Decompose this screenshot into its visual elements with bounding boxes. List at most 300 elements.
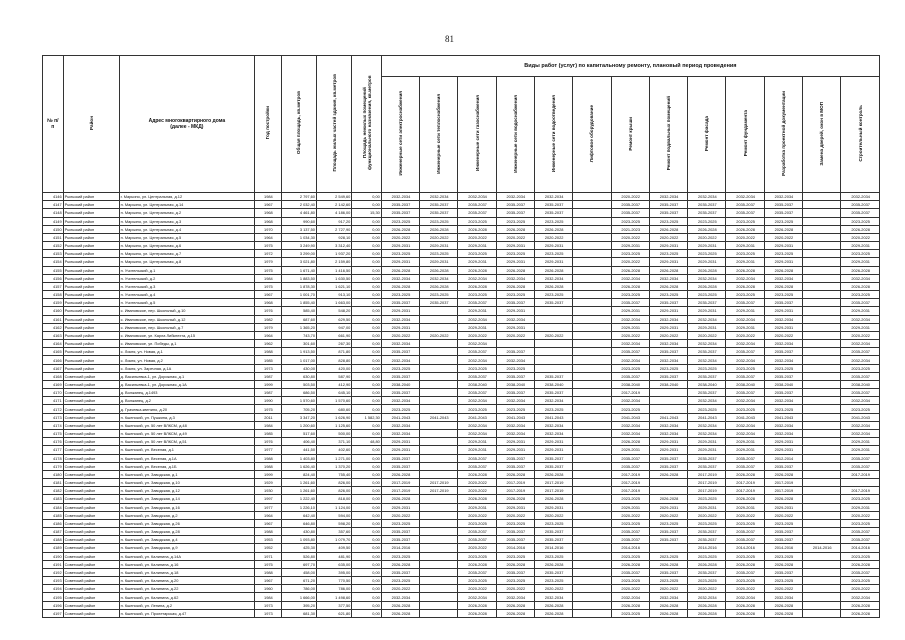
cell-work-period: 2035-2037 xyxy=(688,528,726,536)
cell-work-period: 2026-2028 xyxy=(458,282,496,290)
cell-work-period: 2035-2037 xyxy=(458,299,496,307)
cell-address: д. Васильевка-1, ул. Дорожная, д.1 xyxy=(119,372,255,380)
cell-work-period xyxy=(803,364,841,372)
cell-work-period: 2023-2025 xyxy=(381,552,419,560)
cell-work-period xyxy=(420,389,458,397)
cell-work-period: 2026-2028 xyxy=(688,560,726,568)
cell-work-period xyxy=(420,462,458,470)
cell-work-period: 2017-2019 xyxy=(496,479,534,487)
cell-work-period: 2032-2034 xyxy=(841,397,880,405)
cell-work-period: 2023-2025 xyxy=(611,519,649,527)
cell-address: п. Кшенский, ул. Калинина, д.62 xyxy=(119,593,255,601)
cell-work-period: 2035-2037 xyxy=(534,454,572,462)
cell-work-period: 2035-2037 xyxy=(688,389,726,397)
cell-work-period: 2032-2034 xyxy=(649,356,687,364)
cell-total-area: 824,40 xyxy=(281,470,316,478)
cell-work-period: 2023-2025 xyxy=(688,552,726,560)
cell-work-period xyxy=(573,438,611,446)
cell-work-period: 2023-2025 xyxy=(688,250,726,258)
cell-work-period: 2035-2037 xyxy=(841,568,880,576)
cell-no: 4179 xyxy=(43,462,64,470)
cell-work-period: 2035-2037 xyxy=(726,348,764,356)
cell-year: 1985 xyxy=(255,356,282,364)
cell-work-period xyxy=(420,340,458,348)
cell-work-period xyxy=(803,217,841,225)
cell-work-period xyxy=(803,609,841,617)
cell-nonliving-area: 0,00 xyxy=(352,405,381,413)
cell-no: 4180 xyxy=(43,470,64,478)
cell-work-period: 2035-2037 xyxy=(458,462,496,470)
cell-work-period: 2032-2034 xyxy=(458,274,496,282)
cell-work-period: 2023-2025 xyxy=(764,364,802,372)
cell-work-period: 2023-2025 xyxy=(611,217,649,225)
cell-work-period xyxy=(420,446,458,454)
cell-work-period xyxy=(803,454,841,462)
cell-work-period: 2026-2028 xyxy=(841,282,880,290)
cell-no: 4153 xyxy=(43,250,64,258)
capital-repair-table xyxy=(42,55,880,618)
cell-work-period: 2020-2022 xyxy=(649,585,687,593)
cell-work-period: 2023-2025 xyxy=(534,217,572,225)
cell-work-period xyxy=(573,544,611,552)
cell-region: Рыльский район xyxy=(63,348,119,356)
table-row xyxy=(43,544,880,552)
cell-address: п. Учительский, д.3 xyxy=(119,282,255,290)
cell-work-period: 2026-2028 xyxy=(688,601,726,609)
header-work-6: Ремонт крыши xyxy=(611,77,649,193)
cell-total-area: 3 299,00 xyxy=(281,250,316,258)
table-row xyxy=(43,577,880,585)
cell-work-period xyxy=(573,348,611,356)
cell-work-period: 2032-2034 xyxy=(611,593,649,601)
cell-total-area: 406,40 xyxy=(281,438,316,446)
cell-total-area: 786,00 xyxy=(281,585,316,593)
table-row xyxy=(43,299,880,307)
cell-work-period: 2023-2025 xyxy=(496,217,534,225)
cell-total-area: 4 461,80 xyxy=(281,209,316,217)
cell-region: Советский район xyxy=(63,405,119,413)
cell-work-period: 2035-2037 xyxy=(764,528,802,536)
table-row xyxy=(43,274,880,282)
cell-year: 2011 xyxy=(255,413,282,421)
cell-address: с. Ивановское, пер. Школьный, д.7 xyxy=(119,323,255,331)
cell-work-period: 2032-2034 xyxy=(611,397,649,405)
cell-work-period: 2020-2022 xyxy=(841,233,880,241)
cell-work-period: 2032-2034 xyxy=(496,429,534,437)
cell-work-period: 2029-2031 xyxy=(611,446,649,454)
cell-work-period: 2023-2025 xyxy=(534,519,572,527)
cell-work-period xyxy=(803,528,841,536)
cell-work-period: 2032-2034 xyxy=(381,356,419,364)
cell-address: п. Марьино, ул. Центральная, д.8 xyxy=(119,258,255,266)
cell-work-period: 2020-2022 xyxy=(420,331,458,339)
table-row xyxy=(43,291,880,299)
cell-region: Советский район xyxy=(63,454,119,462)
cell-living-area: 621,80 xyxy=(316,609,351,617)
cell-region: Советский район xyxy=(63,544,119,552)
cell-work-period xyxy=(573,413,611,421)
cell-work-period: 2023-2025 xyxy=(458,364,496,372)
cell-address: п. Кшенский, ул. Заводская, д.4 xyxy=(119,536,255,544)
cell-work-period: 2032-2034 xyxy=(764,421,802,429)
cell-work-period: 2038-2040 xyxy=(458,380,496,388)
cell-work-period: 2035-2037 xyxy=(764,299,802,307)
cell-work-period: 2023-2025 xyxy=(726,552,764,560)
cell-address: п. Учительский, д.5 xyxy=(119,299,255,307)
cell-work-period xyxy=(803,340,841,348)
cell-work-period: 2026-2028 xyxy=(764,609,802,617)
cell-living-area: 1 125,60 xyxy=(316,421,351,429)
table-row xyxy=(43,380,880,388)
cell-work-period: 2032-2034 xyxy=(534,593,572,601)
cell-year: 1973 xyxy=(255,609,282,617)
cell-region: Рыльский район xyxy=(63,323,119,331)
table-row xyxy=(43,340,880,348)
table-row xyxy=(43,609,880,617)
cell-work-period xyxy=(534,323,572,331)
cell-year: 1972 xyxy=(255,250,282,258)
cell-work-period: 2026-2028 xyxy=(649,225,687,233)
table-row xyxy=(43,405,880,413)
table-row xyxy=(43,348,880,356)
cell-work-period: 2023-2025 xyxy=(841,291,880,299)
cell-work-period: 2026-2028 xyxy=(764,225,802,233)
cell-work-period: 2035-2037 xyxy=(764,348,802,356)
cell-work-period: 2029-2031 xyxy=(726,446,764,454)
cell-work-period: 2029-2031 xyxy=(649,503,687,511)
cell-work-period: 2032-2034 xyxy=(458,315,496,323)
cell-work-period xyxy=(420,552,458,560)
header-work-5: Лифтовое оборудование xyxy=(573,77,611,193)
cell-work-period: 2020-2022 xyxy=(841,511,880,519)
cell-work-period xyxy=(420,609,458,617)
cell-year: 1997 xyxy=(255,495,282,503)
cell-work-period: 2035-2037 xyxy=(534,462,572,470)
cell-work-period: 2017-2019 xyxy=(381,479,419,487)
cell-nonliving-area: 0,00 xyxy=(352,544,381,552)
cell-total-area: 503,50 xyxy=(281,380,316,388)
capital-repair-table-sheet xyxy=(42,55,880,618)
table-row xyxy=(43,364,880,372)
cell-work-period xyxy=(420,364,458,372)
cell-no: 4158 xyxy=(43,291,64,299)
cell-work-period: 2032-2034 xyxy=(381,340,419,348)
cell-living-area: 1 630,50 xyxy=(316,274,351,282)
cell-work-period: 2035-2037 xyxy=(458,536,496,544)
cell-work-period: 2029-2031 xyxy=(496,258,534,266)
cell-address: с. Локня, ул. Новая, д.1 xyxy=(119,348,255,356)
cell-work-period xyxy=(573,380,611,388)
table-row xyxy=(43,225,880,233)
cell-work-period: 2035-2037 xyxy=(534,528,572,536)
cell-work-period: 2029-2031 xyxy=(649,323,687,331)
cell-region: Рыльский район xyxy=(63,258,119,266)
cell-work-period xyxy=(803,397,841,405)
cell-work-period: 2032-2034 xyxy=(841,421,880,429)
cell-work-period: 2026-2028 xyxy=(458,560,496,568)
header-work-1: Инженерные сети теплоснабжения xyxy=(420,77,458,193)
cell-work-period: 2026-2028 xyxy=(649,601,687,609)
cell-nonliving-area: 0,00 xyxy=(352,274,381,282)
cell-work-period: 2026-2028 xyxy=(381,266,419,274)
cell-work-period: 2023-2025 xyxy=(688,495,726,503)
cell-region: Советский район xyxy=(63,568,119,576)
cell-work-period: 2026-2028 xyxy=(649,495,687,503)
header-total-area: Общая площадь, кв.метров xyxy=(281,56,316,193)
cell-work-period: 2041-2043 xyxy=(381,413,419,421)
cell-work-period: 2029-2031 xyxy=(764,307,802,315)
cell-living-area: 871,80 xyxy=(316,348,351,356)
cell-work-period: 2032-2034 xyxy=(496,397,534,405)
cell-work-period: 2032-2034 xyxy=(841,593,880,601)
cell-work-period xyxy=(573,209,611,217)
cell-work-period xyxy=(803,511,841,519)
cell-work-period: 2029-2031 xyxy=(649,258,687,266)
cell-work-period: 2029-2031 xyxy=(726,258,764,266)
cell-work-period: 2023-2025 xyxy=(764,519,802,527)
cell-work-period: 2026-2028 xyxy=(458,225,496,233)
cell-work-period: 2029-2031 xyxy=(611,503,649,511)
cell-living-area: 2 727,90 xyxy=(316,225,351,233)
cell-work-period xyxy=(573,397,611,405)
cell-work-period: 2038-2040 xyxy=(764,380,802,388)
cell-work-period: 2035-2037 xyxy=(611,299,649,307)
cell-living-area: 770,50 xyxy=(316,577,351,585)
cell-work-period: 2029-2031 xyxy=(688,446,726,454)
cell-work-period xyxy=(573,282,611,290)
cell-work-period: 2032-2034 xyxy=(726,315,764,323)
cell-work-period: 2032-2034 xyxy=(381,429,419,437)
header-no: № п/п xyxy=(43,56,64,193)
header-work-4: Инженерные сети водоотведения xyxy=(534,77,572,193)
cell-no: 4172 xyxy=(43,405,64,413)
cell-work-period xyxy=(649,389,687,397)
cell-work-period xyxy=(573,479,611,487)
cell-work-period: 2026-2028 xyxy=(649,609,687,617)
cell-work-period: 2029-2031 xyxy=(496,242,534,250)
cell-work-period: 2035-2037 xyxy=(611,568,649,576)
cell-region: Рыльский район xyxy=(63,307,119,315)
cell-work-period: 2017-2019 xyxy=(688,479,726,487)
cell-work-period xyxy=(573,528,611,536)
cell-work-period: 2026-2028 xyxy=(726,601,764,609)
cell-no: 4167 xyxy=(43,364,64,372)
table-row xyxy=(43,266,880,274)
cell-living-area: 3 312,40 xyxy=(316,242,351,250)
table-row xyxy=(43,446,880,454)
cell-work-period: 2023-2025 xyxy=(764,217,802,225)
cell-work-period: 2023-2025 xyxy=(496,291,534,299)
cell-work-period xyxy=(573,446,611,454)
cell-address: п. Кшенский, ул. Заводская, д.26 xyxy=(119,519,255,527)
cell-work-period: 2017-2019 xyxy=(420,479,458,487)
cell-work-period: 2041-2043 xyxy=(688,413,726,421)
cell-work-period: 2026-2028 xyxy=(726,225,764,233)
cell-work-period: 2032-2034 xyxy=(496,356,534,364)
cell-work-period: 2035-2037 xyxy=(496,528,534,536)
cell-year: 1964 xyxy=(255,233,282,241)
cell-living-area: 1 937,20 xyxy=(316,250,351,258)
header-work-8: Ремонт фасада xyxy=(688,77,726,193)
cell-work-period: 2020-2022 xyxy=(611,585,649,593)
cell-no: 4181 xyxy=(43,479,64,487)
cell-work-period xyxy=(803,307,841,315)
cell-region: Рыльский район xyxy=(63,217,119,225)
cell-work-period: 2032-2034 xyxy=(611,274,649,282)
cell-work-period: 2038-2040 xyxy=(534,380,572,388)
cell-nonliving-area: 0,00 xyxy=(352,552,381,560)
cell-living-area: 826,00 xyxy=(316,479,351,487)
cell-work-period: 2035-2037 xyxy=(649,201,687,209)
cell-work-period: 2035-2037 xyxy=(381,389,419,397)
cell-work-period xyxy=(803,560,841,568)
cell-region: Советский район xyxy=(63,372,119,380)
cell-work-period: 2026-2028 xyxy=(688,266,726,274)
cell-work-period xyxy=(803,479,841,487)
cell-work-period: 2035-2037 xyxy=(611,462,649,470)
cell-work-period: 2032-2034 xyxy=(649,315,687,323)
cell-work-period: 2032-2034 xyxy=(688,356,726,364)
cell-work-period: 2038-2040 xyxy=(381,380,419,388)
table-row xyxy=(43,462,880,470)
cell-work-period: 2035-2037 xyxy=(649,209,687,217)
cell-work-period: 2029-2031 xyxy=(649,446,687,454)
cell-work-period: 2041-2043 xyxy=(726,413,764,421)
cell-work-period: 2023-2025 xyxy=(841,577,880,585)
cell-work-period: 2035-2037 xyxy=(841,201,880,209)
cell-work-period: 2032-2034 xyxy=(688,315,726,323)
cell-address: п. Марьино, ул. Центральная, д.6 xyxy=(119,242,255,250)
cell-region: Советский район xyxy=(63,479,119,487)
table-row xyxy=(43,413,880,421)
cell-region: Советский район xyxy=(63,429,119,437)
table-row xyxy=(43,217,880,225)
cell-work-period: 2041-2043 xyxy=(611,413,649,421)
cell-work-period: 2017-2019 xyxy=(496,487,534,495)
cell-work-period: 2020-2022 xyxy=(534,585,572,593)
cell-work-period: 2035-2037 xyxy=(649,462,687,470)
cell-work-period xyxy=(803,380,841,388)
cell-work-period: 2020-2022 xyxy=(496,585,534,593)
table-row xyxy=(43,495,880,503)
cell-work-period: 2041-2043 xyxy=(496,413,534,421)
cell-work-period xyxy=(420,503,458,511)
cell-work-period: 2014-2016 xyxy=(841,544,880,552)
cell-work-period xyxy=(573,593,611,601)
cell-work-period: 2017-2019 xyxy=(381,487,419,495)
cell-region: Советский район xyxy=(63,470,119,478)
header-region: Район xyxy=(63,56,119,193)
cell-work-period: 2020-2022 xyxy=(688,331,726,339)
cell-address: д. Волжанец, д.2 xyxy=(119,397,255,405)
cell-work-period: 2029-2031 xyxy=(841,438,880,446)
cell-work-period: 2032-2034 xyxy=(420,193,458,201)
cell-work-period: 2035-2037 xyxy=(534,209,572,217)
cell-nonliving-area: 0,00 xyxy=(352,511,381,519)
cell-work-period: 2026-2028 xyxy=(841,601,880,609)
cell-work-period xyxy=(420,560,458,568)
cell-work-period xyxy=(803,201,841,209)
cell-work-period xyxy=(534,356,572,364)
cell-year: 1979 xyxy=(255,258,282,266)
cell-work-period: 2035-2037 xyxy=(764,536,802,544)
cell-living-area: 4 186,00 xyxy=(316,209,351,217)
cell-year: 1988 xyxy=(255,348,282,356)
cell-work-period: 2032-2034 xyxy=(458,356,496,364)
cell-work-period xyxy=(420,528,458,536)
cell-work-period: 2023-2025 xyxy=(381,577,419,585)
cell-work-period: 2026-2028 xyxy=(420,225,458,233)
cell-work-period: 2035-2037 xyxy=(841,348,880,356)
cell-work-period: 2021-2023 xyxy=(611,225,649,233)
cell-work-period: 2032-2034 xyxy=(726,193,764,201)
cell-work-period: 2032-2034 xyxy=(726,593,764,601)
cell-total-area: 990,60 xyxy=(281,217,316,225)
cell-year: 1976 xyxy=(255,307,282,315)
header-nonliving-area: Площадь нежилых помещений функционального назначения, кв.метров xyxy=(352,56,381,193)
cell-work-period: 2026-2028 xyxy=(458,266,496,274)
cell-work-period: 2032-2034 xyxy=(611,356,649,364)
cell-work-period: 2020-2022 xyxy=(726,585,764,593)
cell-year: 1987 xyxy=(255,389,282,397)
cell-no: 4171 xyxy=(43,397,64,405)
cell-year: 1982 xyxy=(255,315,282,323)
cell-living-area: 2 142,60 xyxy=(316,201,351,209)
cell-nonliving-area: 15,30 xyxy=(352,209,381,217)
cell-nonliving-area: 0,00 xyxy=(352,299,381,307)
cell-total-area: 697,70 xyxy=(281,560,316,568)
cell-work-period xyxy=(649,405,687,413)
cell-work-period: 2032-2034 xyxy=(420,274,458,282)
cell-total-area: 681,30 xyxy=(281,609,316,617)
table-row xyxy=(43,487,880,495)
cell-address: г. Марьино, ул. Центральная, д.12 xyxy=(119,193,255,201)
cell-no: 4163 xyxy=(43,331,64,339)
cell-work-period: 2026-2028 xyxy=(764,266,802,274)
cell-no: 4177 xyxy=(43,446,64,454)
cell-work-period: 2023-2025 xyxy=(611,291,649,299)
header-works-caption: Виды работ (услуг) по капитальному ремонту, плановый период проведения xyxy=(381,56,879,77)
cell-work-period xyxy=(573,454,611,462)
cell-no: 4164 xyxy=(43,340,64,348)
cell-work-period: 2035-2037 xyxy=(611,348,649,356)
cell-work-period: 2029-2031 xyxy=(458,323,496,331)
cell-work-period: 2023-2025 xyxy=(496,577,534,585)
cell-work-period: 2029-2031 xyxy=(420,258,458,266)
cell-work-period: 2032-2034 xyxy=(764,356,802,364)
cell-total-area: 3 021,80 xyxy=(281,258,316,266)
cell-work-period: 2032-2034 xyxy=(381,274,419,282)
cell-work-period: 2023-2025 xyxy=(688,364,726,372)
cell-work-period: 2017-2019 xyxy=(688,470,726,478)
cell-total-area: 743,70 xyxy=(281,331,316,339)
cell-work-period: 2035-2037 xyxy=(534,568,572,576)
cell-region: Советский район xyxy=(63,593,119,601)
cell-work-period: 2035-2037 xyxy=(496,299,534,307)
cell-work-period: 2041-2043 xyxy=(841,413,880,421)
cell-work-period: 2026-2028 xyxy=(649,282,687,290)
cell-work-period: 2035-2037 xyxy=(496,536,534,544)
cell-work-period: 2026-2028 xyxy=(726,609,764,617)
cell-work-period: 2026-2028 xyxy=(420,266,458,274)
cell-work-period: 2032-2034 xyxy=(381,421,419,429)
cell-work-period: 2023-2025 xyxy=(841,250,880,258)
cell-region: Рыльский район xyxy=(63,331,119,339)
cell-no: 4146 xyxy=(43,193,64,201)
cell-work-period: 2023-2025 xyxy=(688,577,726,585)
cell-work-period: 2023-2025 xyxy=(381,405,419,413)
cell-work-period: 2032-2034 xyxy=(496,193,534,201)
